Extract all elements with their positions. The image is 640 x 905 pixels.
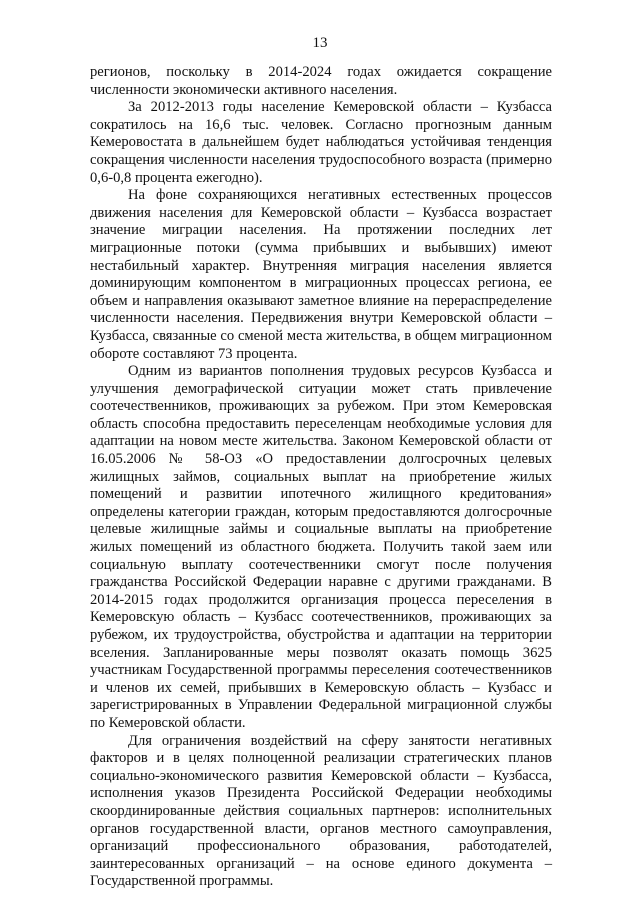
paragraph-migration: На фоне сохраняющихся негативных естественных процессов движения населения для Кемеровской области – Кузбасса возрастает значение миграции населения. На протяжении последних лет миграционные потоки (сумма прибывших и выбывших) имеют нестабильный характер. Внутренняя миграция населения является доминирующим компонентом в миграционных процессах региона, ее объем и направления оказывают заметное влияние на перераспределение численности населения. Передвижения внутри Кемеровской области – Кузбасса, связанные со сменой места жительства, в общем миграционном обороте составляют 73 процента. (90, 187, 552, 362)
paragraph-coordinated-actions: Для ограничения воздействий на сферу занятости негативных факторов и в целях полноценной реализации стратегических планов социально-экономического развития Кемеровской области – Кузбасса, исполнения указов Президента Российской Федерации необходимы скоординированные действия социальных партнеров: исполнительных органов государственной власти, органов местного самоуправления, организаций профессионального образования, работодателей, заинтересованных организаций – на основе единого документа – Государственной программы. (90, 732, 552, 890)
paragraph-continuation: регионов, поскольку в 2014-2024 годах ожидается сокращение численности экономически активного населения. (90, 64, 552, 98)
document-body (90, 64, 552, 891)
page-number: 13 (312, 35, 328, 51)
paragraph-compatriots-resettlement: Одним из вариантов пополнения трудовых ресурсов Кузбасса и улучшения демографической ситуации может стать привлечение соотечественников, проживающих за рубежом. При этом Кемеровская область способна предоставить переселенцам необходимые условия для адаптации на новом месте жительства. Законом Кемеровской области от 16.05.2006 № 58-ОЗ «О предоставлении долгосрочных целевых жилищных займов, социальных выплат на приобретение жилых помещений и развитии ипотечного жилищного кредитования» определены категории граждан, которым предоставляются долгосрочные целевые жилищные займы и социальные выплаты на приобретение жилых помещений из областного бюджета. Получить такой заем или социальную выплату соотечественники смогут после получения гражданства Российской Федерации наравне с другими гражданами. В 2014-2015 годах продолжится организация процесса переселения в Кемеровскую область – Кузбасс соотечественников, проживающих за рубежом, их трудоустройства, обустройства и адаптации на территории вселения. Запланированные меры позволят оказать помощь 3625 участникам Государственной программы переселения соотечественников и членов их семей, прибывших в Кемеровскую область – Кузбасс и зарегистрированных в Управлении Федеральной миграционной службы по Кемеровской области. (90, 363, 552, 731)
paragraph-population-decline: За 2012-2013 годы население Кемеровской области – Кузбасса сократилось на 16,6 тыс. человек. Согласно прогнозным данным Кемеровостата в дальнейшем будет наблюдаться устойчивая тенденция сокращения численности населения трудоспособного возраста (примерно 0,6-0,8 процента ежегодно). (90, 99, 552, 186)
